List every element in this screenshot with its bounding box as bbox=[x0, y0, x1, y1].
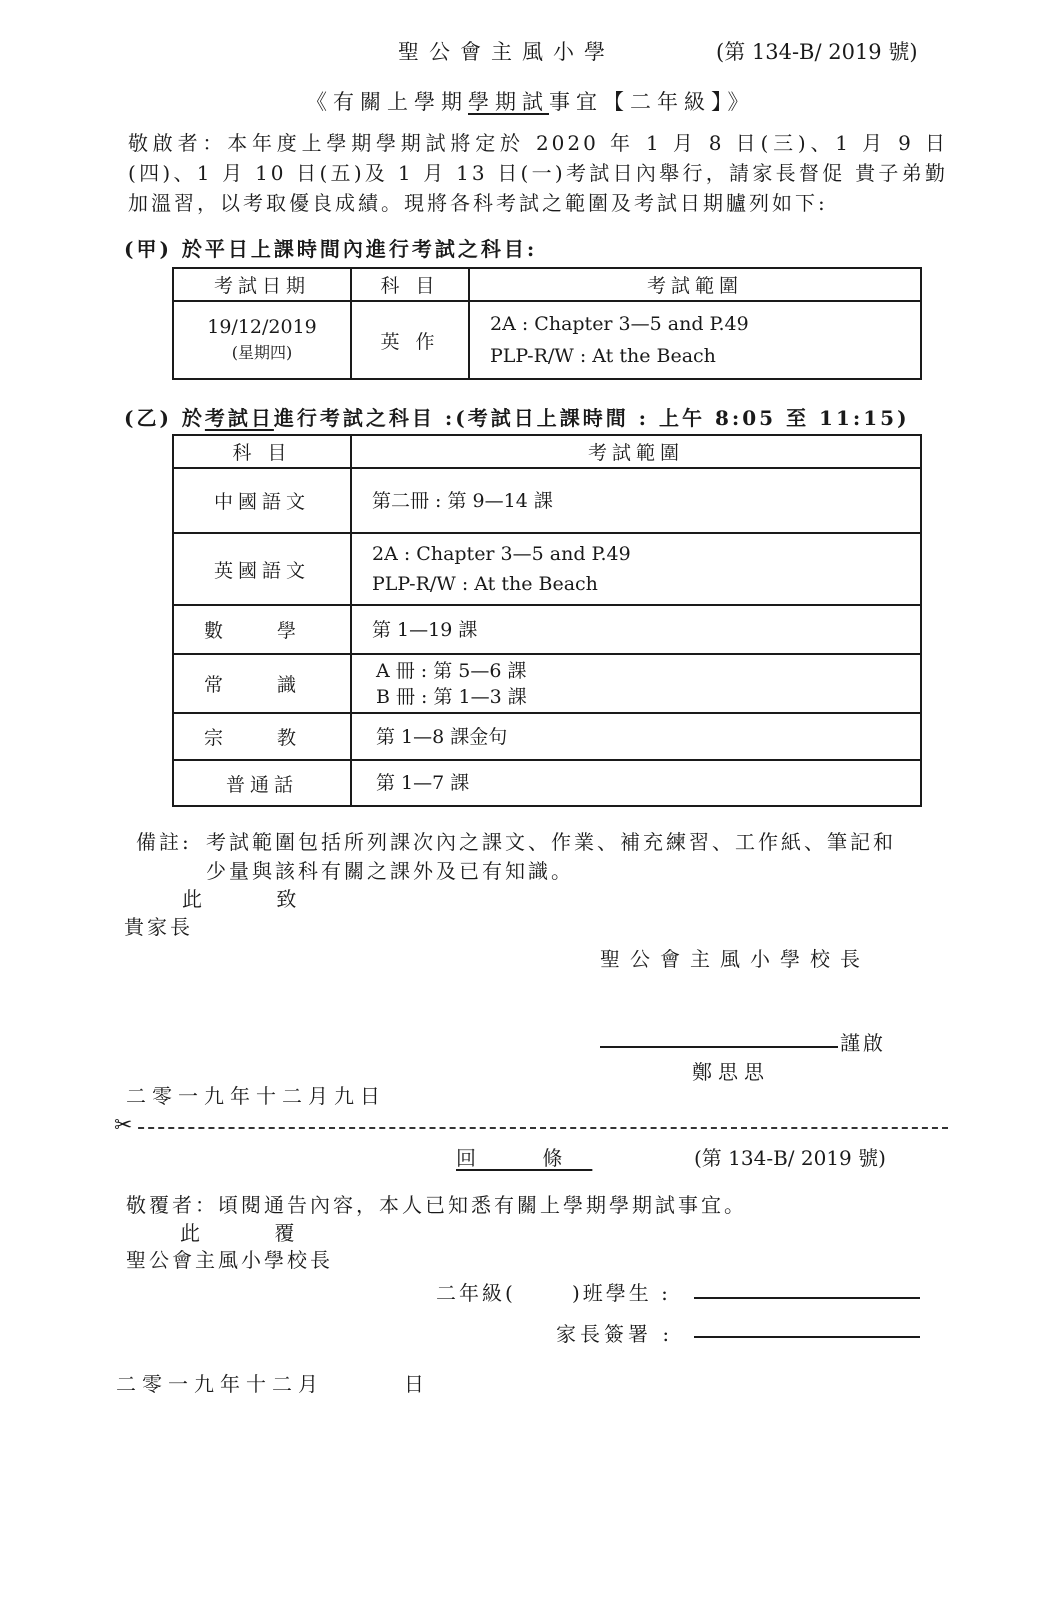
title-suffix: 事宜【二年級】》 bbox=[549, 90, 755, 114]
remarks-line-2: 少量與該科有關之課外及已有知識。 bbox=[206, 859, 574, 883]
table-row bbox=[173, 301, 921, 379]
range-line-2: PLP-R/W : At the Beach bbox=[490, 345, 716, 367]
range-line-2: PLP-R/W : At the Beach bbox=[372, 573, 598, 595]
reply-date-prefix: 二零一九年十二月 bbox=[116, 1372, 324, 1396]
header-exam-range: 考試範圍 bbox=[469, 268, 921, 301]
range-line-1: 第二冊 : 第 9—14 課 bbox=[372, 489, 553, 512]
range-cell bbox=[351, 533, 921, 605]
exam-date-cell bbox=[173, 301, 351, 379]
heading-underlined: 考試日 bbox=[204, 406, 274, 430]
subject-cell: 宗 教 bbox=[173, 713, 351, 760]
exam-weekday: (星期四) bbox=[231, 343, 293, 362]
section-b-table bbox=[172, 434, 922, 807]
header-exam-range: 考試範圍 bbox=[351, 435, 921, 468]
range-cell bbox=[351, 713, 921, 760]
range-line-1: 2A : Chapter 3—5 and P.49 bbox=[372, 543, 631, 565]
range-cell bbox=[351, 760, 921, 806]
section-a-heading: (甲) 於平日上課時間內進行考試之科目: bbox=[124, 237, 538, 261]
range-line-1: 第 1—7 課 bbox=[376, 772, 470, 794]
student-name-field[interactable] bbox=[694, 1297, 920, 1299]
title-prefix: 《有關上學期 bbox=[306, 90, 468, 114]
range-cell bbox=[469, 301, 921, 379]
closing-recipient: 貴家長 bbox=[124, 915, 193, 939]
reply-ci-fu: 此 覆 bbox=[180, 1221, 329, 1245]
heading-suffix: 進行考試之科目 :(考試日上課時間 : 上午 8:05 至 11:15) bbox=[273, 406, 910, 430]
principal-name: 鄭思思 bbox=[692, 1060, 770, 1084]
section-a-table bbox=[172, 267, 922, 380]
table-header-row bbox=[173, 268, 921, 301]
exam-date: 19/12/2019 bbox=[207, 316, 317, 338]
subject-cell: 英 作 bbox=[351, 301, 469, 379]
table-row bbox=[173, 468, 921, 533]
range-line-1: A 冊 : 第 5—6 課 bbox=[376, 659, 527, 682]
reply-date-day: 日 bbox=[404, 1372, 424, 1396]
student-label: 二年級( )班學生 : bbox=[436, 1281, 671, 1305]
closing-jin-qi: 謹啟 bbox=[840, 1031, 886, 1055]
notice-title bbox=[306, 86, 755, 116]
school-name: 聖公會主風小學 bbox=[398, 40, 615, 64]
reply-notice-number: (第 134-B/ 2019 號) bbox=[694, 1146, 886, 1170]
principal-title: 聖公會主風小學校長 bbox=[600, 947, 870, 971]
table-row bbox=[173, 533, 921, 605]
range-line-2: B 冊 : 第 1—3 課 bbox=[376, 685, 527, 708]
subject-cell: 普通話 bbox=[173, 760, 351, 806]
range-cell bbox=[351, 654, 921, 713]
reply-text: 敬覆者：頃閱通告內容，本人已知悉有關上學期學期試事宜。 bbox=[126, 1193, 747, 1217]
subject-cell: 數 學 bbox=[173, 605, 351, 654]
header-exam-date: 考試日期 bbox=[173, 268, 351, 301]
subject-cell: 英國語文 bbox=[173, 533, 351, 605]
signature-line bbox=[600, 1046, 838, 1048]
range-line-1: 第 1—8 課金句 bbox=[376, 725, 508, 748]
remarks-label: 備註: bbox=[136, 830, 192, 854]
title-underlined: 學期試 bbox=[468, 90, 549, 114]
subject-cell: 常 識 bbox=[173, 654, 351, 713]
range-cell bbox=[351, 605, 921, 654]
reply-recipient: 聖公會主風小學校長 bbox=[126, 1248, 333, 1272]
section-b-heading bbox=[124, 402, 910, 431]
header-subject: 科 目 bbox=[351, 268, 469, 301]
range-line-1: 2A : Chapter 3—5 and P.49 bbox=[490, 313, 749, 335]
parent-signature-label: 家長簽署 : bbox=[556, 1322, 674, 1346]
remarks-line-1: 考試範圍包括所列課次內之課文、作業、補充練習、工作紙、筆記和 bbox=[206, 830, 896, 854]
table-row bbox=[173, 713, 921, 760]
table-row bbox=[173, 605, 921, 654]
heading-prefix: (乙) 於 bbox=[124, 406, 205, 430]
range-cell bbox=[351, 468, 921, 533]
range-line-1: 第 1—19 課 bbox=[372, 618, 478, 641]
cut-line bbox=[118, 1127, 948, 1129]
table-row bbox=[173, 654, 921, 713]
intro-paragraph: 敬啟者：本年度上學期學期試將定於 2020 年 1 月 8 日(三)、1 月 9 日(四)、1 月 10 日(五)及 1 月 13 日(一)考試日內舉行，請家長督促 貴子弟勤加溫習，以考取優良成績。現將各科考試之範圍及考試日期臚列如下: bbox=[128, 131, 948, 215]
subject-cell: 中國語文 bbox=[173, 468, 351, 533]
reply-slip-title: 回 條 bbox=[456, 1146, 593, 1170]
notice-date: 二零一九年十二月九日 bbox=[126, 1084, 386, 1108]
scissors-icon: ✂ bbox=[114, 1113, 136, 1138]
table-header-row bbox=[173, 435, 921, 468]
parent-signature-field[interactable] bbox=[694, 1336, 920, 1338]
closing-ci-zhi: 此 致 bbox=[182, 887, 331, 911]
header-subject: 科 目 bbox=[173, 435, 351, 468]
table-row bbox=[173, 760, 921, 806]
notice-number: (第 134-B/ 2019 號) bbox=[716, 40, 918, 64]
